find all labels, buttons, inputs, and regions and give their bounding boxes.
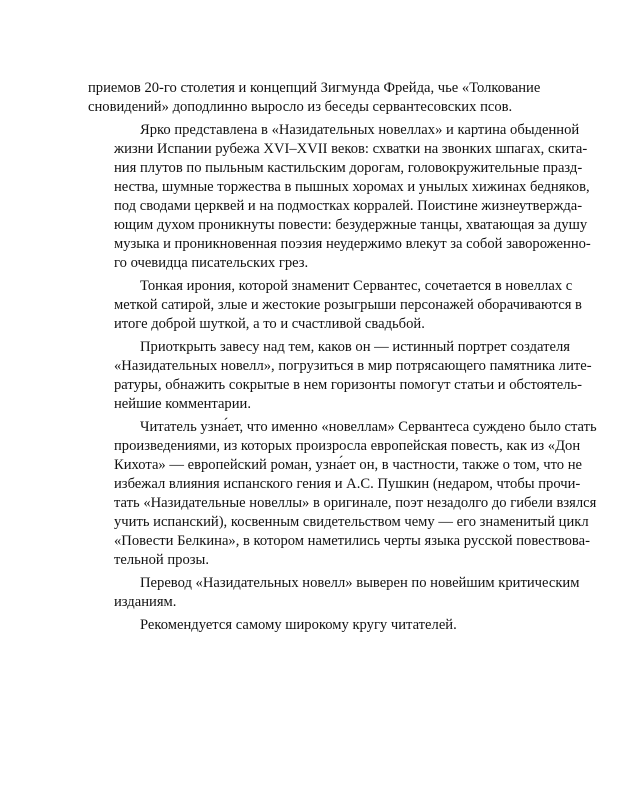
text-line: Приоткрыть завесу над тем, каков он — истинный портрет создателя	[140, 339, 570, 355]
text-line: итоге доброй шуткой, а то и счастливой свадьбой.	[114, 316, 425, 332]
text-line: избежал влияния испанского гения и А.С. Пушкин (недаром, чтобы прочи-	[114, 476, 581, 492]
text-line: ратуры, обнажить сокрытые в нем горизонты помогут статьи и обстоятель-	[114, 377, 583, 393]
text-line: Кихота» — европейский роман, узна́ет он, в частности, также о том, что не	[114, 457, 583, 473]
text-line: под сводами церквей и на подмостках корралей. Поистине жизнеутвержда-	[114, 198, 583, 214]
paragraph-7	[88, 616, 540, 635]
text-line: Рекомендуется самому широкому кругу читателей.	[140, 617, 457, 633]
paragraph-6	[88, 574, 580, 612]
paragraph-3	[88, 277, 582, 334]
text-line: Читатель узна́ет, что именно «новеллам» Сервантеса суждено было стать	[140, 419, 597, 435]
text-line: тельной прозы.	[114, 552, 209, 568]
text-line: Ярко представлена в «Назидательных новеллах» и картина обыденной	[140, 122, 580, 138]
text-line: меткой сатирой, злые и жестокие розыгрыши персонажей оборачиваются в	[114, 297, 582, 313]
text-line: жизни Испании рубежа XVI–XVII веков: схватки на звонких шпагах, скита-	[114, 141, 588, 157]
text-line: нейшие комментарии.	[114, 396, 251, 412]
text-line: Перевод «Назидательных новелл» выверен по новейшим критическим	[140, 575, 580, 591]
text-line: го очевидца писательских грез.	[114, 255, 309, 271]
paragraph-1	[88, 79, 540, 117]
text-line: ния плутов по пыльным кастильским дорогам, головокружительные празд-	[114, 160, 583, 176]
text-line: «Повести Белкина», в котором наметились черты языка русской повествова-	[114, 533, 590, 549]
paragraph-4	[88, 338, 592, 414]
text-line: тать «Назидательные новеллы» в оригинале, поэт незадолго до гибели взялся	[114, 495, 597, 511]
text-line: нества, шумные торжества в пышных хоромах и унылых хижинах бедняков,	[114, 179, 590, 195]
text-line: музыка и проникновенная поэзия неудержимо влекут за собой завороженно-	[114, 236, 591, 252]
text-line: приемов 20-го столетия и концепций Зигмунда Фрейда, чье «Толкование	[88, 80, 541, 96]
paragraph-2	[88, 121, 591, 273]
text-line: Тонкая ирония, которой знаменит Сервантес, сочетается в новеллах с	[140, 278, 573, 294]
text-line: изданиям.	[114, 594, 177, 610]
text-line: «Назидательных новелл», погрузиться в мир потрясающего памятника лите-	[114, 358, 592, 374]
text-line: учить испанский), косвенным свидетельством чему — его знаменитый цикл	[114, 514, 589, 530]
text-line: ющим духом проникнуты повести: безудержные танцы, хватающая за душу	[114, 217, 588, 233]
document-page	[88, 79, 597, 639]
text-line: произведениями, из которых произросла европейская повесть, как из «Дон	[114, 438, 581, 454]
paragraph-5	[88, 418, 597, 570]
text-line: сновидений» доподлинно выросло из беседы сервантесовских псов.	[88, 99, 513, 115]
